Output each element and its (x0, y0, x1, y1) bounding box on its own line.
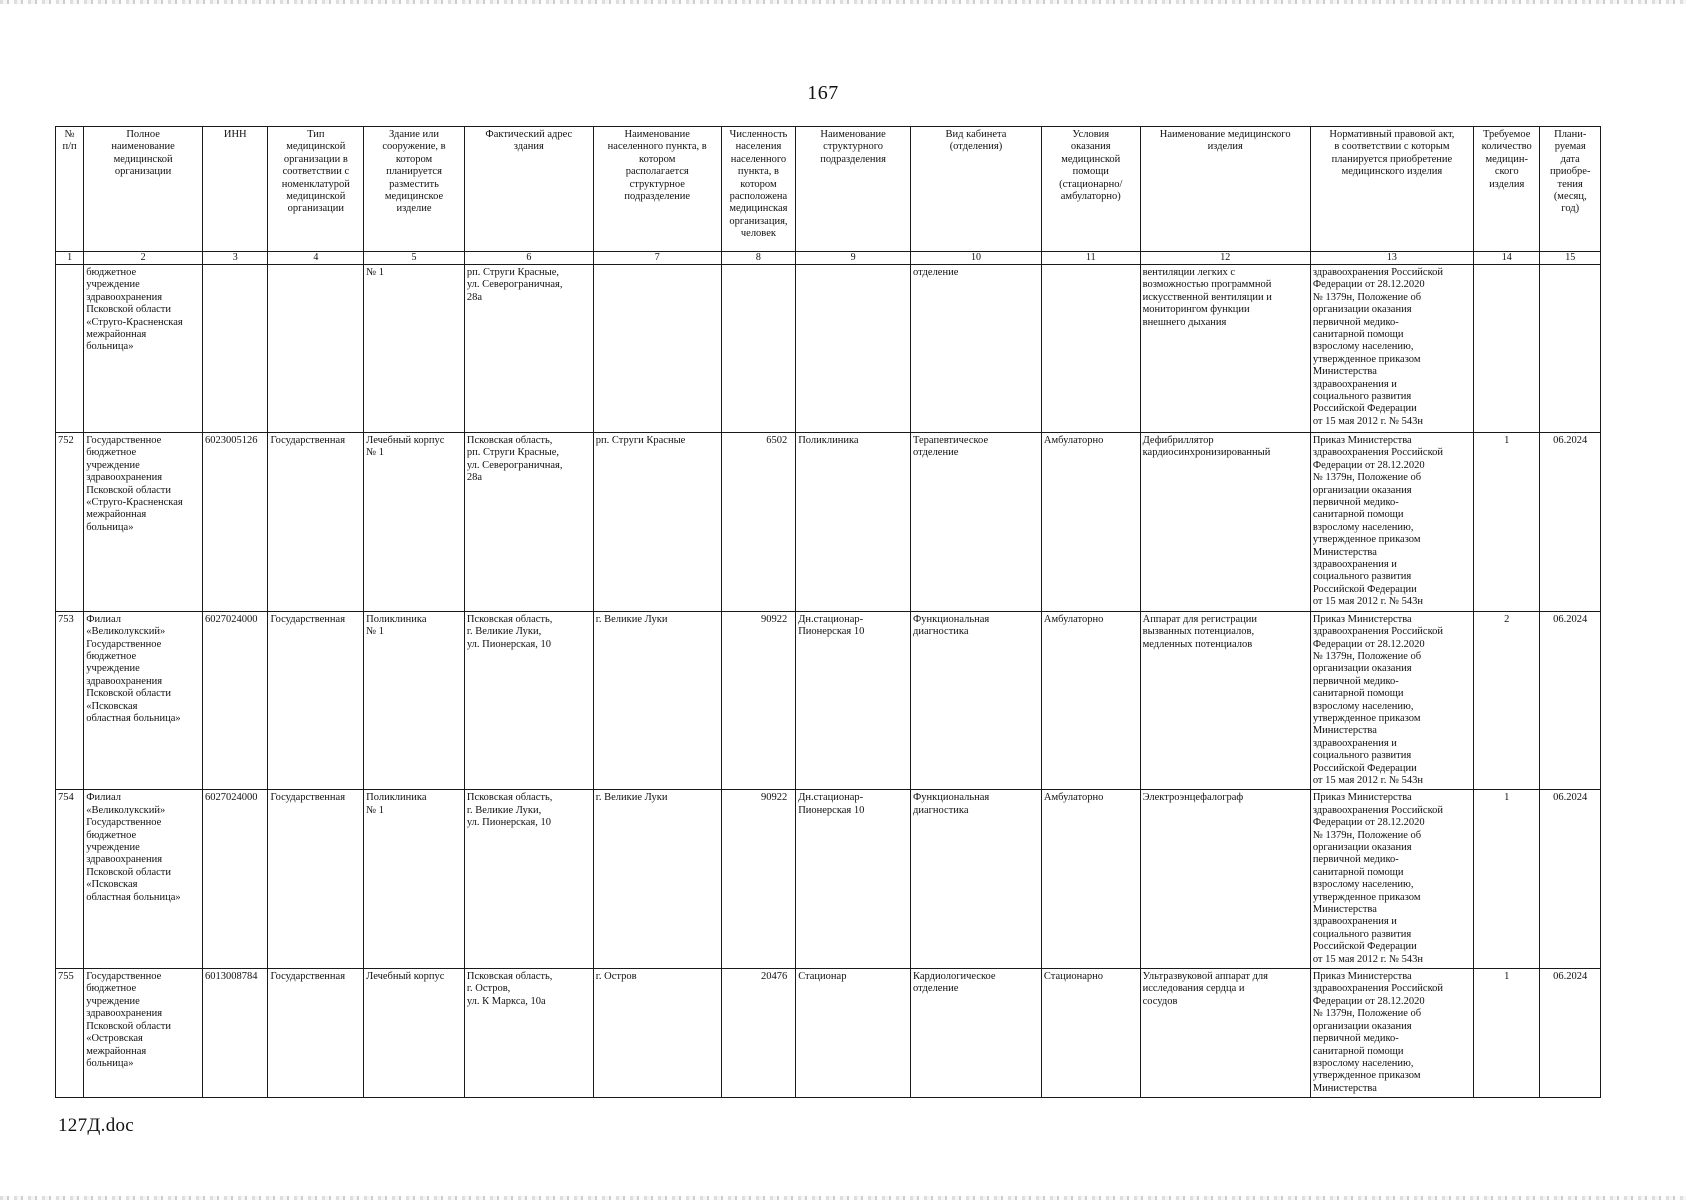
cell-device: Электроэнцефалограф (1140, 790, 1310, 969)
column-number: 14 (1473, 252, 1539, 265)
cell-room-type: отделение (911, 265, 1042, 433)
cell-unit: Дн.стационар- Пионерская 10 (796, 790, 911, 969)
cell-settlement: г. Великие Луки (593, 611, 721, 790)
column-number: 6 (464, 252, 593, 265)
cell-room-type: Функциональная диагностика (911, 611, 1042, 790)
cell-population (721, 265, 796, 433)
table-row (56, 969, 1601, 1098)
cell-org-type (268, 265, 364, 433)
cell-quantity: 1 (1473, 969, 1539, 1098)
cell-no: 755 (56, 969, 84, 1098)
cell-address: рп. Струги Красные, ул. Северограничная, 28а (464, 265, 593, 433)
column-header-device: Наименование медицинского изделия (1140, 127, 1310, 252)
cell-date: 06.2024 (1540, 790, 1601, 969)
column-header-date: Плани- руемая дата приобре- тения (месяц, год) (1540, 127, 1601, 252)
cell-no (56, 265, 84, 433)
column-header-conditions: Условия оказания медицинской помощи (стационарно/ амбулаторно) (1041, 127, 1140, 252)
cell-address: Псковская область, г. Великие Луки, ул. Пионерская, 10 (464, 790, 593, 969)
column-number: 10 (911, 252, 1042, 265)
column-number: 13 (1310, 252, 1473, 265)
column-header-settlement: Наименование населенного пункта, в котором располагается структурное подразделение (593, 127, 721, 252)
table-row (56, 433, 1601, 612)
cell-population: 90922 (721, 611, 796, 790)
column-header-unit: Наименование структурного подразделения (796, 127, 911, 252)
column-number: 15 (1540, 252, 1601, 265)
medical-equipment-table (55, 126, 1601, 1098)
column-number: 4 (268, 252, 364, 265)
cell-building: Поликлиника № 1 (364, 790, 465, 969)
cell-inn: 6013008784 (203, 969, 268, 1098)
cell-org-name: Государственное бюджетное учреждение здравоохранения Псковской области «Островская межрайонная больница» (84, 969, 203, 1098)
cell-conditions: Амбулаторно (1041, 790, 1140, 969)
cell-unit: Стационар (796, 969, 911, 1098)
cell-date: 06.2024 (1540, 433, 1601, 612)
cell-quantity (1473, 265, 1539, 433)
cell-building: Поликлиника № 1 (364, 611, 465, 790)
cell-quantity: 2 (1473, 611, 1539, 790)
cell-settlement: г. Великие Луки (593, 790, 721, 969)
cell-quantity: 1 (1473, 790, 1539, 969)
column-header-no: № п/п (56, 127, 84, 252)
cell-device: Дефибриллятор кардиосинхронизированный (1140, 433, 1310, 612)
table-row (56, 265, 1601, 433)
cell-device: вентиляции легких с возможностью программной искусственной вентиляции и мониторингом функции внешнего дыхания (1140, 265, 1310, 433)
cell-device: Ультразвуковой аппарат для исследования сердца и сосудов (1140, 969, 1310, 1098)
cell-org-type: Государственная (268, 969, 364, 1098)
cell-org-type: Государственная (268, 433, 364, 612)
column-number-row (56, 252, 1601, 265)
column-header-inn: ИНН (203, 127, 268, 252)
cell-settlement: г. Остров (593, 969, 721, 1098)
cell-unit (796, 265, 911, 433)
cell-org-type: Государственная (268, 611, 364, 790)
column-header-org-type: Тип медицинской организации в соответствии с номенклатурой медицинской организации (268, 127, 364, 252)
cell-conditions: Амбулаторно (1041, 433, 1140, 612)
column-header-population: Численность населения населенного пункта, в котором расположена медицинская организация, человек (721, 127, 796, 252)
cell-org-name: бюджетное учреждение здравоохранения Псковской области «Струго-Красненская межрайонная больница» (84, 265, 203, 433)
column-number: 3 (203, 252, 268, 265)
cell-no: 753 (56, 611, 84, 790)
table-row (56, 611, 1601, 790)
table-header-row (56, 127, 1601, 252)
cell-date: 06.2024 (1540, 969, 1601, 1098)
cell-device: Аппарат для регистрации вызванных потенциалов, медленных потенциалов (1140, 611, 1310, 790)
cell-room-type: Кардиологическое отделение (911, 969, 1042, 1098)
cell-population: 20476 (721, 969, 796, 1098)
cell-conditions: Амбулаторно (1041, 611, 1140, 790)
cell-unit: Поликлиника (796, 433, 911, 612)
cell-address: Псковская область, г. Великие Луки, ул. Пионерская, 10 (464, 611, 593, 790)
cell-building: Лечебный корпус (364, 969, 465, 1098)
column-number: 12 (1140, 252, 1310, 265)
column-number: 1 (56, 252, 84, 265)
column-number: 2 (84, 252, 203, 265)
cell-settlement: рп. Струги Красные (593, 433, 721, 612)
cell-legal-act: Приказ Министерства здравоохранения Российской Федерации от 28.12.2020 № 1379н, Положение об организации оказания первичной медико- санитарной помощи взрослому населению, утвержденное приказом Министерства здравоохранения и социального развития Российской Федерации от 15 мая 2012 г. № 543н (1310, 611, 1473, 790)
column-number: 8 (721, 252, 796, 265)
cell-unit: Дн.стационар- Пионерская 10 (796, 611, 911, 790)
cell-legal-act: Приказ Министерства здравоохранения Российской Федерации от 28.12.2020 № 1379н, Положение об организации оказания первичной медико- санитарной помощи взрослому населению, утвержденное приказом Министерства здравоохранения и социального развития Российской Федерации от 15 мая 2012 г. № 543н (1310, 433, 1473, 612)
column-number: 9 (796, 252, 911, 265)
column-number: 7 (593, 252, 721, 265)
cell-room-type: Терапевтическое отделение (911, 433, 1042, 612)
column-header-quantity: Требуемое количество медицин- ского изделия (1473, 127, 1539, 252)
cell-legal-act: здравоохранения Российской Федерации от 28.12.2020 № 1379н, Положение об организации оказания первичной медико- санитарной помощи взрослому населению, утвержденное приказом Министерства здравоохранения и социального развития Российской Федерации от 15 мая 2012 г. № 543н (1310, 265, 1473, 433)
cell-legal-act: Приказ Министерства здравоохранения Российской Федерации от 28.12.2020 № 1379н, Положение об организации оказания первичной медико- санитарной помощи взрослому населению, утвержденное приказом Министерства здравоохранения и социального развития Российской Федерации от 15 мая 2012 г. № 543н (1310, 790, 1473, 969)
cell-building: Лечебный корпус № 1 (364, 433, 465, 612)
cell-inn (203, 265, 268, 433)
cell-population: 6502 (721, 433, 796, 612)
cell-room-type: Функциональная диагностика (911, 790, 1042, 969)
cell-no: 754 (56, 790, 84, 969)
cell-legal-act: Приказ Министерства здравоохранения Российской Федерации от 28.12.2020 № 1379н, Положение об организации оказания первичной медико- санитарной помощи взрослому населению, утвержденное приказом Министерства (1310, 969, 1473, 1098)
scan-edge-top (0, 0, 1686, 4)
document-table-wrapper (55, 126, 1601, 1108)
cell-conditions (1041, 265, 1140, 433)
column-header-building: Здание или сооружение, в котором планируется разместить медицинское изделие (364, 127, 465, 252)
cell-inn: 6027024000 (203, 611, 268, 790)
cell-settlement (593, 265, 721, 433)
column-header-address: Фактический адрес здания (464, 127, 593, 252)
cell-conditions: Стационарно (1041, 969, 1140, 1098)
column-number: 5 (364, 252, 465, 265)
cell-address: Псковская область, г. Остров, ул. К Маркса, 10а (464, 969, 593, 1098)
column-header-org-name: Полное наименование медицинской организации (84, 127, 203, 252)
cell-quantity: 1 (1473, 433, 1539, 612)
cell-org-type: Государственная (268, 790, 364, 969)
column-header-legal-act: Нормативный правовой акт, в соответствии с которым планируется приобретение медицинского изделия (1310, 127, 1473, 252)
cell-building: № 1 (364, 265, 465, 433)
column-number: 11 (1041, 252, 1140, 265)
cell-no: 752 (56, 433, 84, 612)
cell-date (1540, 265, 1601, 433)
column-header-room-type: Вид кабинета (отделения) (911, 127, 1042, 252)
cell-inn: 6027024000 (203, 790, 268, 969)
cell-population: 90922 (721, 790, 796, 969)
page-number: 167 (807, 82, 839, 104)
cell-org-name: Государственное бюджетное учреждение здравоохранения Псковской области «Струго-Красненская межрайонная больница» (84, 433, 203, 612)
cell-date: 06.2024 (1540, 611, 1601, 790)
table-row (56, 790, 1601, 969)
scan-edge-bottom (0, 1196, 1686, 1200)
cell-org-name: Филиал «Великолукский» Государственное бюджетное учреждение здравоохранения Псковской области «Псковская областная больница» (84, 790, 203, 969)
footer-filename: 127Д.doc (58, 1115, 135, 1136)
cell-org-name: Филиал «Великолукский» Государственное бюджетное учреждение здравоохранения Псковской области «Псковская областная больница» (84, 611, 203, 790)
cell-address: Псковская область, рп. Струги Красные, ул. Северограничная, 28а (464, 433, 593, 612)
cell-inn: 6023005126 (203, 433, 268, 612)
